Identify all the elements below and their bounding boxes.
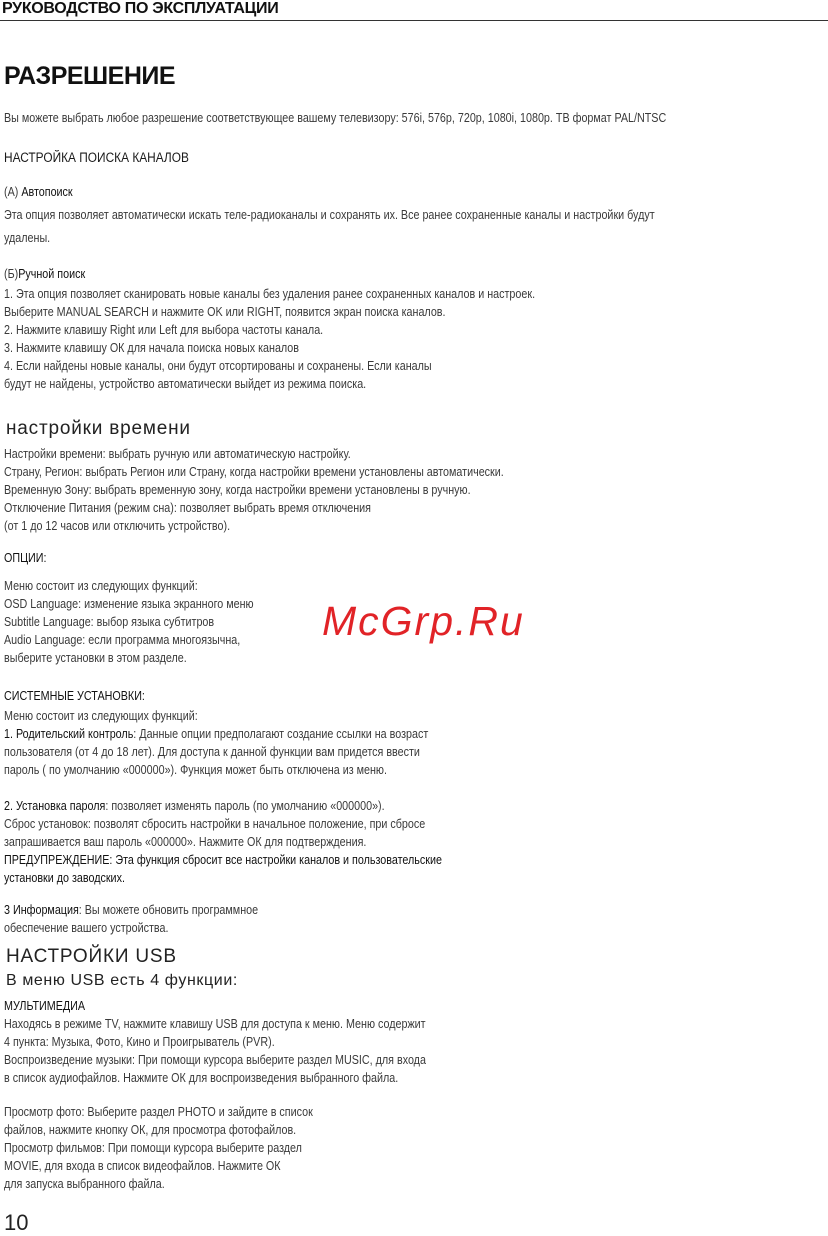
manual-search-line: 1. Эта опция позволяет сканировать новые каналы без удаления ранее сохраненных каналов и настроек. [4,287,536,301]
options-line: OSD Language: изменение языка экранного меню [4,597,254,611]
manual-search-line: Выберите MANUAL SEARCH и нажмите OK или RIGHT, появится экран поиска каналов. [4,305,446,319]
manual-search-line: 3. Нажмите клавишу ОК для начала поиска новых каналов [4,341,300,355]
time-settings-line: Временную Зону: выбрать временную зону, когда настройки времени установлены в ручную. [4,483,471,497]
parental-control-line: пароль ( по умолчанию «000000»). Функция может быть отключена из меню. [4,763,387,777]
resolution-text: Вы можете выбрать любое разрешение соответствующее вашему телевизору: 576i, 576p, 720p, 1080i, 1080p. ТВ формат PAL/NTSC [4,111,667,125]
password-line: Сброс установок: позволят сбросить настройки в начальное положение, при сбросе [4,817,426,831]
usb-subtitle: В меню USB есть 4 функции: [6,972,238,989]
usb-line: для запуска выбранного файла. [4,1177,165,1191]
usb-line: файлов, нажмите кнопку ОК, для просмотра фотофайлов. [4,1123,297,1137]
usb-line: в список аудиофайлов. Нажмите ОК для воспроизведения выбранного файла. [4,1071,399,1085]
usb-line: 4 пункта: Музыка, Фото, Кино и Проигрыватель (PVR). [4,1035,275,1049]
watermark: McGrp.Ru [322,598,525,644]
auto-search-prefix: (А) [4,185,22,199]
time-settings-title: настройки времени [6,418,191,439]
auto-search-line: Эта опция позволяет автоматически искать теле-радиоканалы и сохранять их. Все ранее сохраненные каналы и настройки будут [4,208,655,222]
usb-line: Воспроизведение музыки: При помощи курсора выберите раздел MUSIC, для входа [4,1053,426,1067]
manual-search-line: 2. Нажмите клавишу Right или Left для выбора частоты канала. [4,323,324,337]
time-settings-line: Настройки времени: выбрать ручную или автоматическую настройку. [4,447,351,461]
parental-control-line: пользователя (от 4 до 18 лет). Для доступа к данной функции вам придется ввести [4,745,420,759]
info-label: 3 Информация [4,903,79,917]
manual-search-line: будут не найдены, устройство автоматически выйдет из режима поиска. [4,377,367,391]
password-label: 2. Установка пароля [4,799,106,813]
manual-search-line: 4. Если найдены новые каналы, они будут отсортированы и сохранены. Если каналы [4,359,432,373]
header-divider [0,20,828,21]
system-intro: Меню состоит из следующих функций: [4,709,198,723]
time-settings-line: (от 1 до 12 часов или отключить устройство). [4,519,231,533]
multimedia-title: МУЛЬТИМЕДИА [4,999,86,1013]
usb-line: Просмотр фильмов: При помощи курсора выберите раздел [4,1141,302,1155]
password-line: запрашивается ваш пароль «000000». Нажмите ОК для подтверждения. [4,835,367,849]
usb-line: MOVIE, для входа в список видеофайлов. Нажмите ОК [4,1159,281,1173]
warning-line: ПРЕДУПРЕЖДЕНИЕ: Эта функция сбросит все настройки каналов и пользовательские [4,853,442,867]
auto-search-line: удалены. [4,231,51,245]
usb-line: Находясь в режиме TV, нажмите клавишу USB для доступа к меню. Меню содержит [4,1017,426,1031]
auto-search-label: Автопоиск [21,185,73,199]
options-title: ОПЦИИ: [4,551,47,565]
options-line: Subtitle Language: выбор языка субтитров [4,615,215,629]
time-settings-line: Страну, Регион: выбрать Регион или Страну, когда настройки времени установлены автоматически. [4,465,504,479]
page-number: 10 [4,1210,29,1235]
options-line: Меню состоит из следующих функций: [4,579,198,593]
parental-control-text: : Данные опции предполагают создание ссылки на возраст [133,727,429,741]
password-text: : позволяет изменять пароль (по умолчанию «000000»). [105,799,385,813]
auto-search-heading [4,182,73,203]
usb-line: Просмотр фото: Выберите раздел PHOTO и зайдите в список [4,1105,313,1119]
channel-search-title: НАСТРОЙКА ПОИСКА КАНАЛОВ [4,150,189,165]
manual-search-label: Ручной поиск [18,267,86,281]
page-header-title: РУКОВОДСТВО ПО ЭКСПЛУАТАЦИИ [2,0,279,17]
options-line: Audio Language: если программа многоязычна, [4,633,241,647]
usb-title: НАСТРОЙКИ USB [6,946,177,967]
warning-line: установки до заводских. [4,871,125,885]
resolution-title: РАЗРЕШЕНИЕ [4,62,176,90]
info-line: обеспечение вашего устройства. [4,921,169,935]
options-line: выберите установки в этом разделе. [4,651,187,665]
manual-search-heading [4,264,85,285]
system-title: СИСТЕМНЫЕ УСТАНОВКИ: [4,689,145,703]
info-text: : Вы можете обновить программное [78,903,259,917]
manual-search-prefix: (Б) [4,267,19,281]
time-settings-line: Отключение Питания (режим сна): позволяет выбрать время отключения [4,501,371,515]
parental-control-label: 1. Родительский контроль [4,727,134,741]
